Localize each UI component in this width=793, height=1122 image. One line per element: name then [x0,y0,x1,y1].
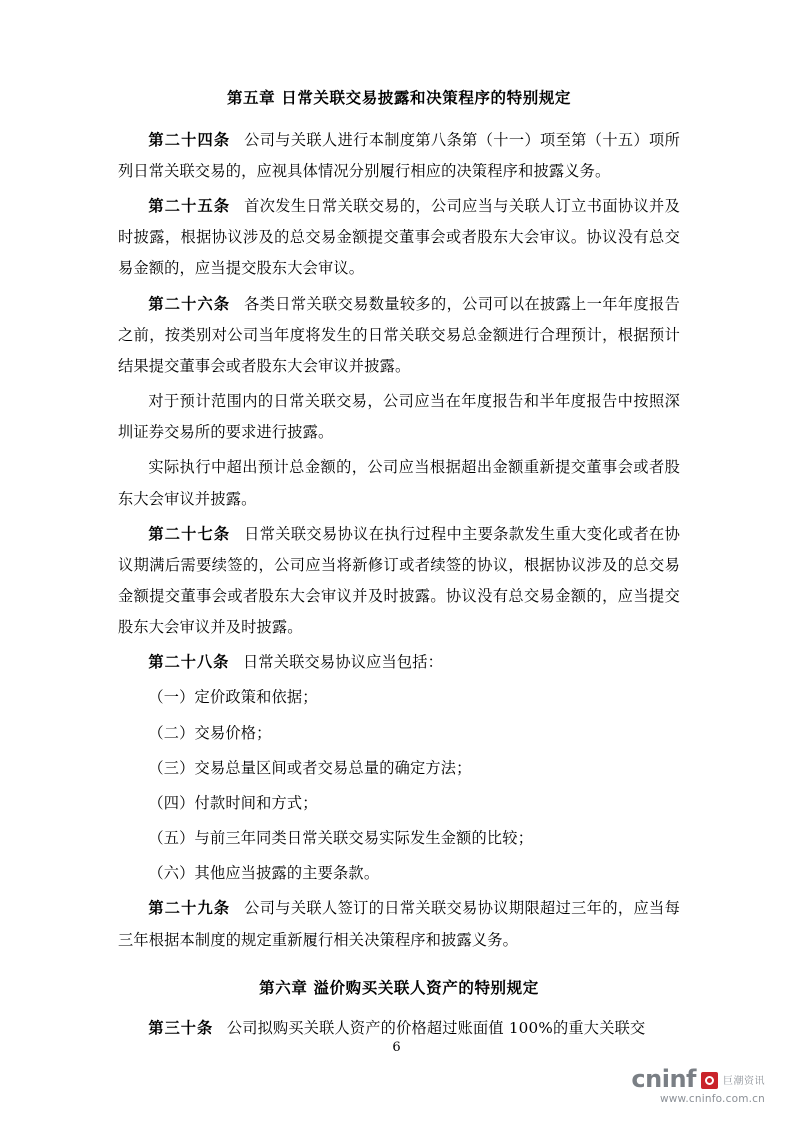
cninfo-logo-icon [701,1072,718,1089]
cninfo-logo-text: cninf [631,1064,696,1093]
cninfo-chinese-label: 巨潮资讯 [723,1075,765,1087]
list-item: （四）付款时间和方式； [148,793,318,812]
article-24-label: 第二十四条 [148,130,231,149]
article-25-text: 首次发生日常关联交易的，公司应当与关联人订立书面协议并及时披露，根据协议涉及的总交易金额提交董事会或者股东大会审议。协议没有总交易金额的，应当提交股东大会审议。 [118,197,680,278]
list-item: （五）与前三年同类日常关联交易实际发生金额的比较； [148,829,534,848]
chapter-six-heading: 第六章 溢价购买关联人资产的特别规定 [259,977,539,997]
article-28-paragraph [118,647,680,678]
article-24-paragraph [118,125,680,187]
article-26-continuation-2: 实际执行中超出预计总金额的，公司应当根据超出金额重新提交董事会或者股东大会审议并披露。 [118,458,680,508]
article-29-label: 第二十九条 [148,899,231,918]
article-30-label: 第三十条 [148,1018,214,1037]
article-27-text: 日常关联交易协议在执行过程中主要条款发生重大变化或者在协议期满后需要续签的，公司应当将新修订或者续签的协议，根据协议涉及的总交易金额提交董事会或者股东大会审议并及时披露。协议没有总交易金额的，应当提交股东大会审议并及时披露。 [118,524,680,637]
article-29-text: 公司与关联人签订的日常关联交易协议期限超过三年的，应当每三年根据本制度的规定重新履行相关决策程序和披露义务。 [118,899,680,949]
list-item: （三）交易总量区间或者交易总量的确定方法； [148,758,472,777]
article-26-continuation-1: 对于预计范围内的日常关联交易，公司应当在年度报告和半年度报告中按照深圳证券交易所的要求进行披露。 [118,392,680,442]
article-28-label: 第二十八条 [148,653,230,672]
list-item: （一）定价政策和依据； [148,688,318,707]
cninfo-url: www.cninfo.com.cn [659,1092,765,1105]
cninfo-watermark [631,1064,765,1105]
article-30-paragraph [118,1013,680,1044]
list-item: （二）交易价格； [148,723,272,742]
article-25-paragraph [118,191,680,284]
article-26-label: 第二十六条 [148,294,231,313]
article-29-paragraph [118,893,680,955]
article-25-label: 第二十五条 [148,197,231,216]
article-26-text: 各类日常关联交易数量较多的，公司可以在披露上一年年度报告之前，按类别对公司当年度将发生的日常关联交易总金额进行合理预计，根据预计结果提交董事会或者股东大会审议并披露。 [118,294,680,375]
page-number: 6 [392,1040,401,1055]
page-content [118,86,680,1048]
article-27-label: 第二十七条 [148,524,231,543]
article-26-paragraph [118,289,680,382]
article-24-text: 公司与关联人进行本制度第八条第（十一）项至第（十五）项所列日常关联交易的，应视具体情况分别履行相应的决策程序和披露义务。 [118,130,680,180]
article-28-text: 日常关联交易协议应当包括： [243,653,444,672]
article-27-paragraph [118,519,680,644]
article-30-text: 公司拟购买关联人资产的价格超过账面值 100%的重大关联交 [226,1018,646,1037]
list-item: （六）其他应当披露的主要条款。 [148,864,380,883]
chapter-five-heading: 第五章 日常关联交易披露和决策程序的特别规定 [226,88,572,107]
